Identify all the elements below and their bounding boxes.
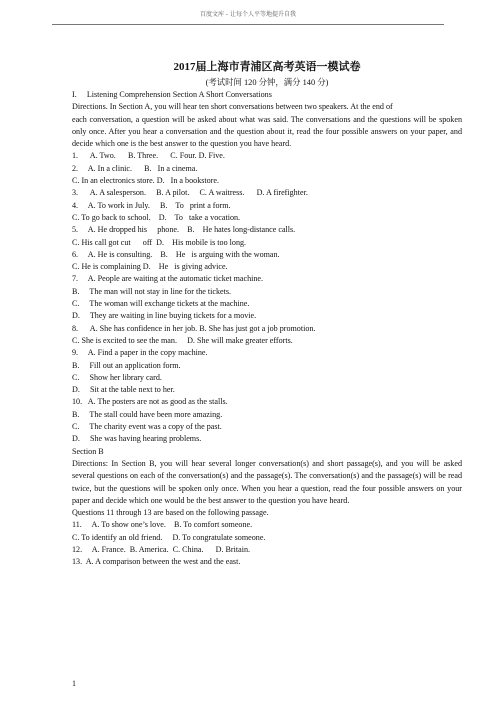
question-7-option-a: 7. A. People are waiting at the automatic ticket machine. xyxy=(72,274,264,284)
section-a-heading: I. Listening Comprehension Section A Short Conversations xyxy=(72,90,272,99)
question-6-line-2: C. He is complaining D. He is giving advice. xyxy=(72,262,228,272)
question-10-option-c: C. The charity event was a copy of the past. xyxy=(72,422,222,432)
page-header xyxy=(0,0,496,28)
section-b-directions: Directions: In Section B, you will hear several longer conversation(s) and short passage(s), and you will be asked several questions on each of the conversation(s) and the passage(s). The conversation(s) and the passage(s) will be read twice, but the questions will be spoken only once. When you hear a question, read the four possible answers on your paper and decide which one would be the best answer to the question you have heard. xyxy=(72,458,462,505)
question-10-option-d: D. She was having hearing problems. xyxy=(72,434,202,444)
questions-11-13-intro: Questions 11 through 13 are based on the following passage. xyxy=(72,508,269,518)
question-9-option-a: 9. A. Find a paper in the copy machine. xyxy=(72,348,208,358)
question-10-option-a: 10. A. The posters are not as good as the stalls. xyxy=(72,397,228,407)
question-9-option-d: D. Sit at the table next to her. xyxy=(72,385,175,395)
exam-subtitle: (考试时间 120 分钟，满分 140 分) xyxy=(205,78,329,87)
header-divider xyxy=(52,24,444,25)
question-11-line-1: 11. A. To show one’s love. B. To comfort someone. xyxy=(72,520,253,530)
question-5-line-1: 5. A. He dropped his phone. B. He hates long-distance calls. xyxy=(72,225,296,235)
question-2-line-2: C. In an electronics store. D. In a bookstore. xyxy=(72,176,219,186)
question-6-line-1: 6. A. He is consulting. B. He is arguing with the woman. xyxy=(72,249,280,259)
section-b-heading: Section B xyxy=(72,446,104,456)
question-7-option-d: D. They are waiting in line buying tickets for a movie. xyxy=(72,311,257,321)
exam-title: 2017届上海市青浦区高考英语一模试卷 xyxy=(173,61,361,73)
question-4-line-1: 4. A. To work in July. B. To print a form. xyxy=(72,200,231,210)
question-12: 12. A. France. B. America. C. China. D. Britain. xyxy=(72,544,251,554)
question-9-option-b: B. Fill out an application form. xyxy=(72,360,181,370)
header-text: 百度文库 - 让每个人平等地提升自我 xyxy=(200,11,296,18)
question-5-line-2: C. His call got cut off D. His mobile is too long. xyxy=(72,237,247,247)
question-11-line-2: C. To identify an old friend. D. To congratulate someone. xyxy=(72,532,266,542)
question-7-option-c: C. The woman will exchange tickets at the machine. xyxy=(72,299,250,309)
question-13-option-a: 13. A. A comparison between the west and the east. xyxy=(72,557,241,567)
page-number: 1 xyxy=(72,679,76,688)
question-8-line-1: 8. A. She has confidence in her job. B. She has just got a job promotion. xyxy=(72,323,316,333)
question-7-option-b: B. The man will not stay in line for the tickets. xyxy=(72,286,232,296)
section-a-directions-cont: each conversation, a question will be asked about what was said. The conversations and the questions will be spoken only once. After you hear a conversation and the question about it, read the four possible answers on your paper, and decide which one is the best answer to the question you have heard. xyxy=(72,114,462,149)
question-3: 3. A. A salesperson. B. A pilot. C. A waitress. D. A firefighter. xyxy=(72,188,308,198)
question-1: 1. A. Two. B. Three. C. Four. D. Five. xyxy=(72,151,225,161)
question-8-line-2: C. She is excited to see the man. D. She will make greater efforts. xyxy=(72,335,293,345)
question-10-option-b: B. The stall could have been more amazing. xyxy=(72,409,223,419)
section-a-directions: Directions. In Section A, you will hear ten short conversations between two speakers. At the end of xyxy=(72,102,393,112)
question-2-line-1: 2. A. In a clinic. B. In a cinema. xyxy=(72,163,198,173)
question-4-line-2: C. To go back to school. D. To take a vocation. xyxy=(72,212,241,222)
question-9-option-c: C. Show her library card. xyxy=(72,372,162,382)
document-body xyxy=(72,60,462,569)
